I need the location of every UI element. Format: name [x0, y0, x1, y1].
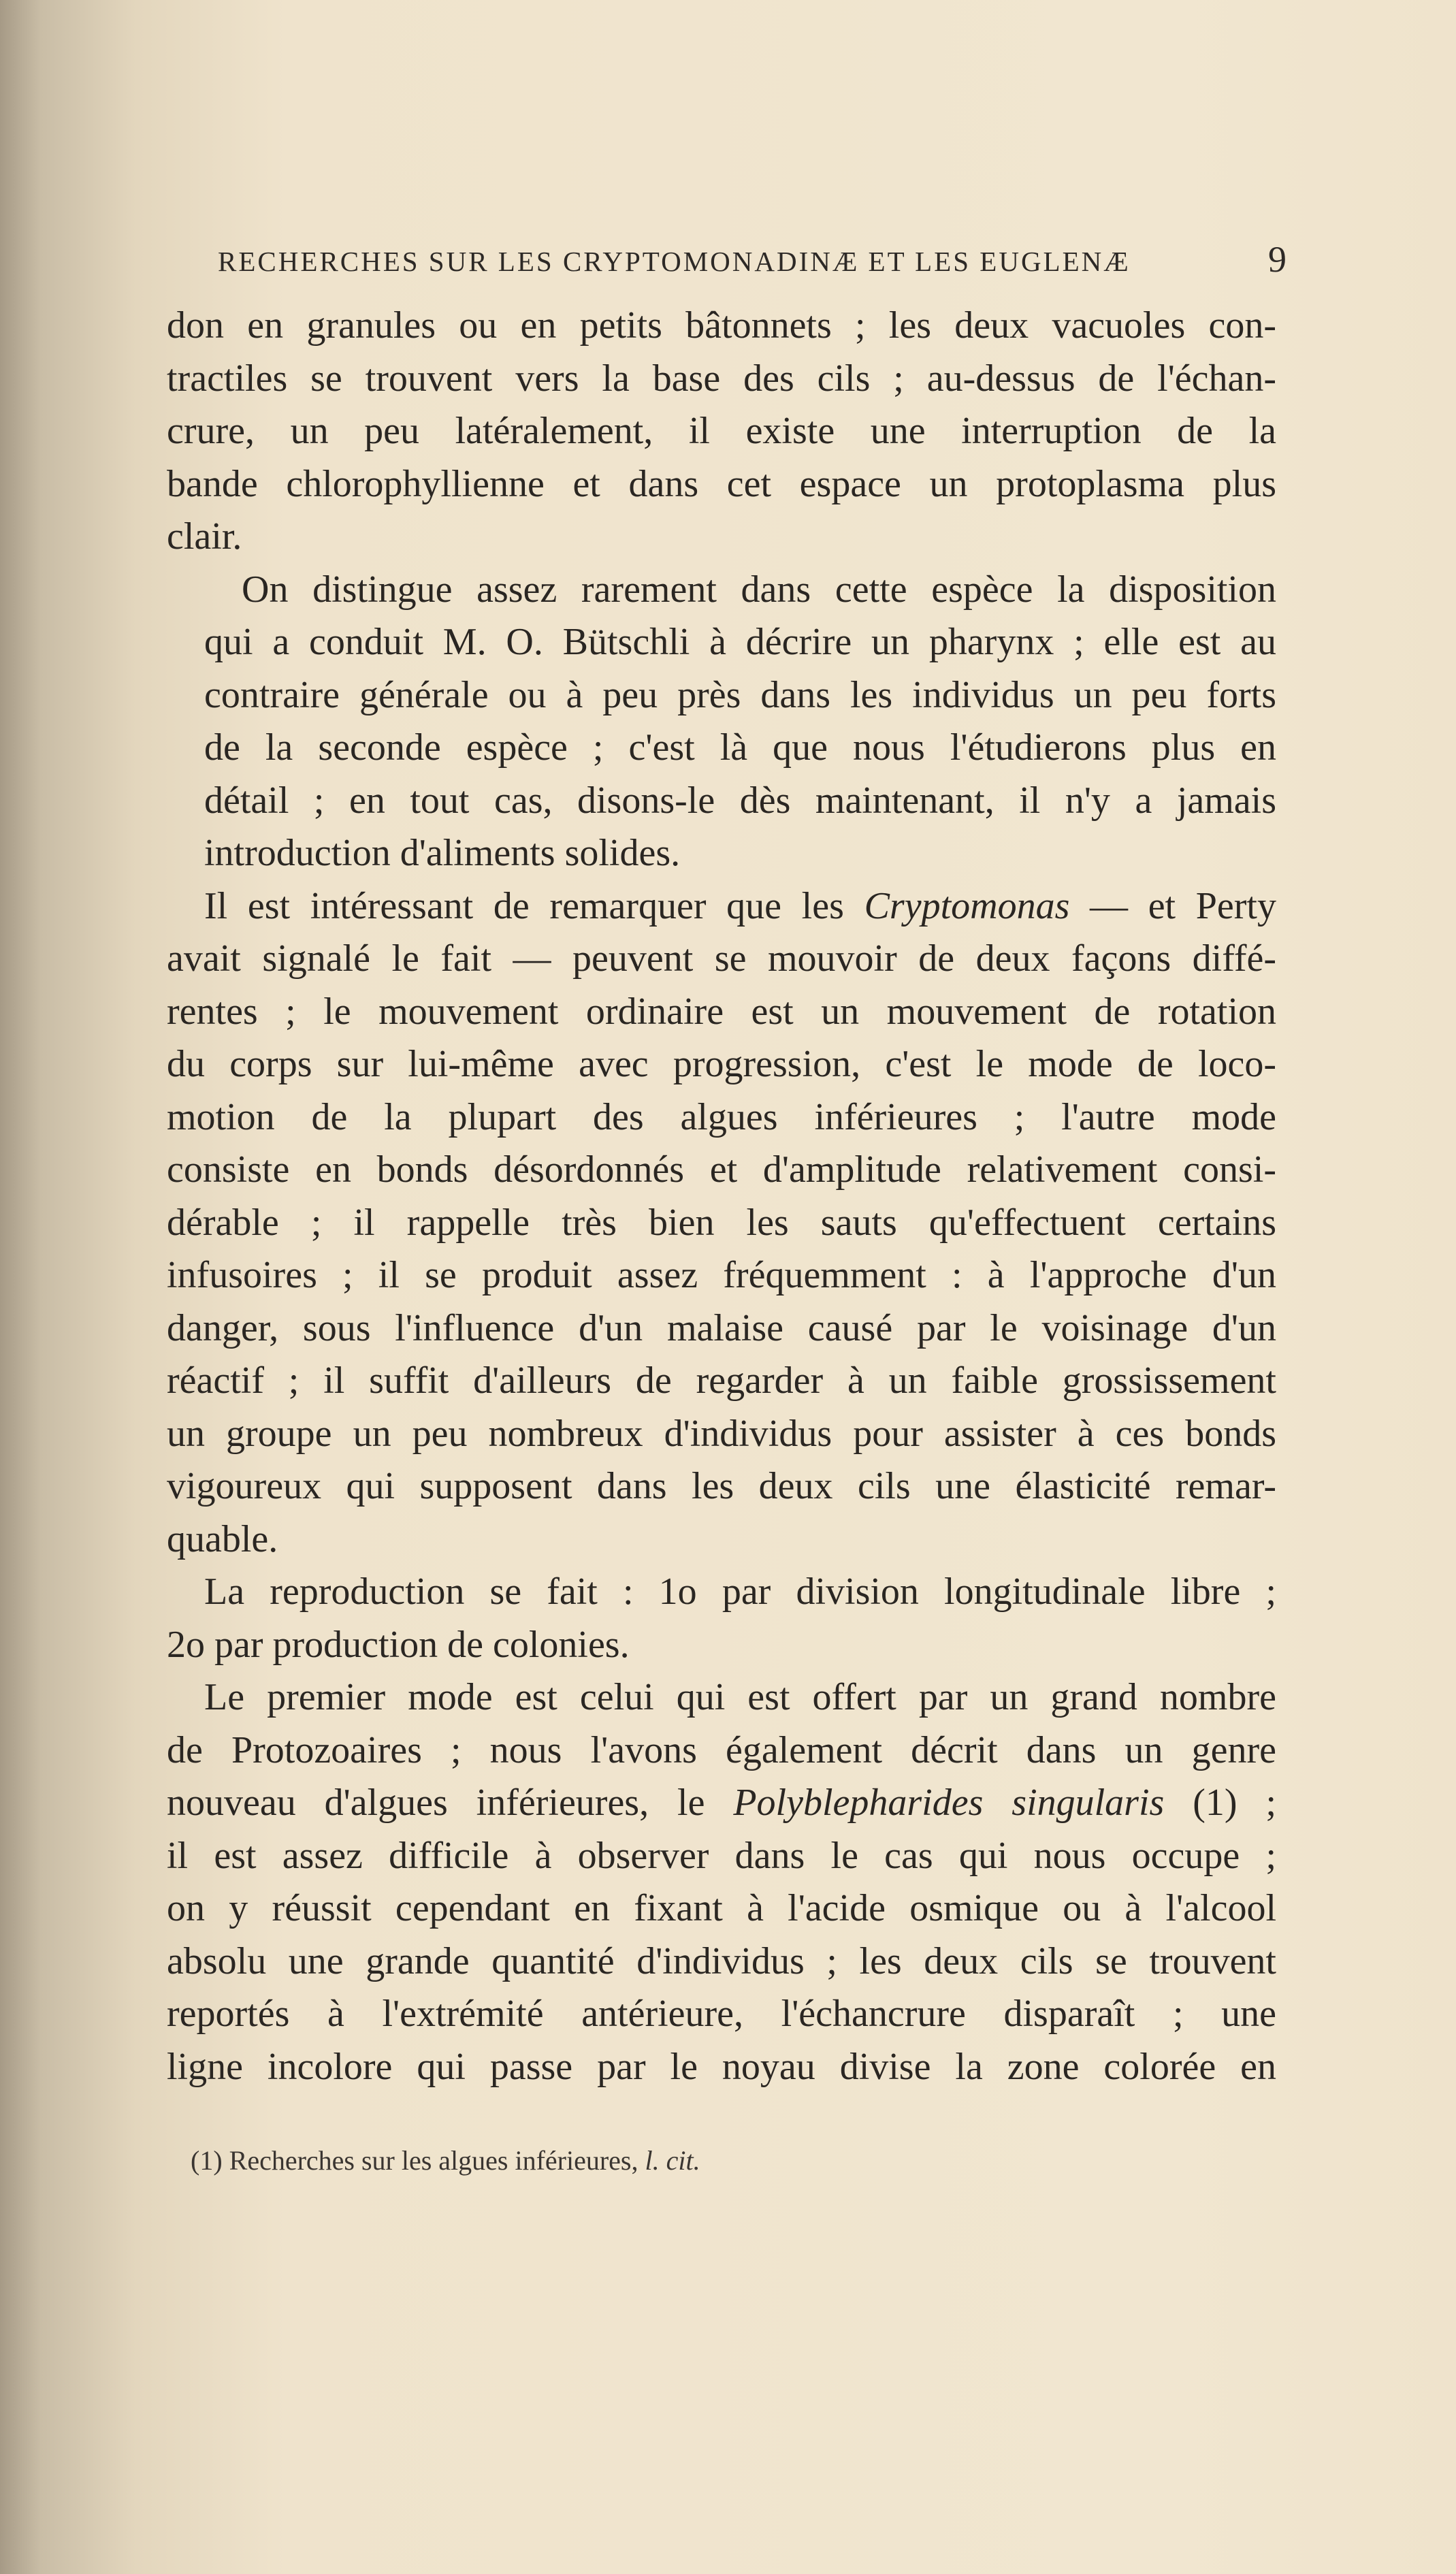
text-line: motion de la plupart des algues inférieures ; l'autre mode — [167, 1095, 1276, 1138]
text-line: réactif ; il suffit d'ailleurs de regarder à un faible grossissement — [167, 1360, 1276, 1402]
text-line: Le premier mode est celui qui est offert par un grand nombre — [204, 1676, 1276, 1718]
text-line: absolu une grande quantité d'individus ; les deux cils se trouvent — [167, 1940, 1276, 1982]
text-line: reportés à l'extrémité antérieure, l'échancrure disparaît ; une — [167, 1993, 1276, 2035]
text-line: détail ; en tout cas, disons-le dès maintenant, il n'y a jamais — [204, 779, 1276, 822]
text-line: nouveau d'algues inférieures, le Polyblepharides singularis (1) ; — [167, 1782, 1276, 1824]
footnote-text: Recherches sur les algues inférieures, — [229, 2145, 638, 2176]
text-line: vigoureux qui supposent dans les deux cils une élasticité remar- — [167, 1465, 1276, 1507]
text-line: de Protozoaires ; nous l'avons également décrit dans un genre — [167, 1728, 1276, 1771]
text-line: de la seconde espèce ; c'est là que nous l'étudierons plus en — [204, 726, 1276, 769]
running-header-title: RECHERCHES SUR LES CRYPTOMONADINÆ ET LES EUGLENÆ — [218, 246, 1131, 277]
paragraph-5 — [167, 1671, 1276, 2093]
text-line: La reproduction se fait : 1o par division longitudinale libre ; — [204, 1571, 1276, 1613]
paragraph-4 — [167, 1566, 1276, 1671]
text-line: un groupe un peu nombreux d'individus pour assister à ces bonds — [167, 1412, 1276, 1455]
footnote-marker: (1) — [191, 2145, 223, 2176]
text-line: Il est intéressant de remarquer que les Cryptomonas — et Perty — [204, 884, 1276, 927]
text-line: 2o par production de colonies. — [167, 1623, 630, 1666]
text-line: infusoires ; il se produit assez fréquemment : à l'approche d'un — [167, 1254, 1276, 1296]
text-line: danger, sous l'influence d'un malaise causé par le voisinage d'un — [167, 1306, 1276, 1349]
text-line: consiste en bonds désordonnés et d'amplitude relativement consi- — [167, 1148, 1276, 1191]
text-line: quable. — [167, 1517, 278, 1560]
text-line: clair. — [167, 515, 242, 558]
text-line: bande chlorophyllienne et dans cet espace un protoplasma plus — [167, 462, 1276, 505]
text-line: On distingue assez rarement dans cette espèce la disposition — [242, 568, 1276, 611]
text-line: introduction d'aliments solides. — [204, 832, 681, 874]
paragraph-3 — [167, 880, 1276, 1566]
text-line: rentes ; le mouvement ordinaire est un mouvement de rotation — [167, 990, 1276, 1033]
text-line: il est assez difficile à observer dans le cas qui nous occupe ; — [167, 1834, 1276, 1877]
footnote — [191, 2144, 700, 2176]
paragraph-1 — [167, 300, 1276, 564]
text-line: crure, un peu latéralement, il existe une interruption de la — [167, 410, 1276, 452]
text-line: on y réussit cependant en fixant à l'acide osmique ou à l'alcool — [167, 1887, 1276, 1929]
paragraph-2 — [167, 564, 1276, 880]
text-line: du corps sur lui-même avec progression, c'est le mode de loco- — [167, 1043, 1276, 1085]
text-line: don en granules ou en petits bâtonnets ; les deux vacuoles con- — [167, 304, 1276, 347]
text-line: ligne incolore qui passe par le noyau divise la zone colorée en — [167, 2045, 1276, 2088]
text-line: qui a conduit M. O. Bütschli à décrire un pharynx ; elle est au — [204, 621, 1276, 663]
text-line: tractiles se trouvent vers la base des cils ; au-dessus de l'échan- — [167, 357, 1276, 400]
body-text — [167, 300, 1276, 2093]
page-number: 9 — [1268, 239, 1287, 280]
text-line: avait signalé le fait — peuvent se mouvoir de deux façons diffé- — [167, 937, 1276, 980]
footnote-reference: l. cit. — [645, 2145, 700, 2176]
text-line: dérable ; il rappelle très bien les sauts qu'effectuent certains — [167, 1201, 1276, 1244]
text-line: contraire générale ou à peu près dans les individus un peu forts — [204, 673, 1276, 716]
